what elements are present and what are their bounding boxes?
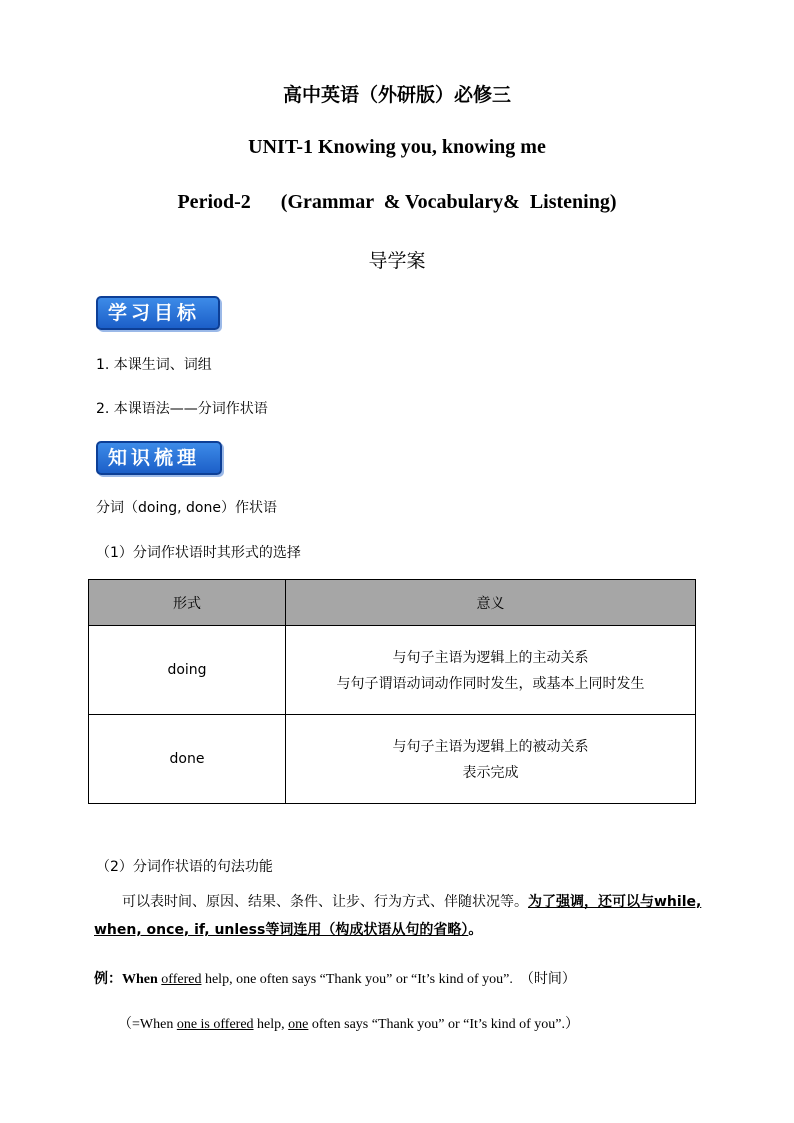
goal-item-2: 2. 本课语法——分词作状语 (96, 401, 268, 417)
unit-title: UNIT-1 Knowing you, knowing me (248, 136, 546, 158)
rewrite-open: （=When (118, 1017, 177, 1032)
rewrite-rest: often says “Thank you” or “It’s kind of you”.） (308, 1017, 579, 1032)
learning-goals-badge: 学习目标 (96, 296, 220, 330)
table-header-row (89, 580, 696, 626)
table-row (89, 626, 696, 715)
paragraph-plain: 可以表时间、原因、结果、条件、让步、行为方式、伴随状况等。 (122, 894, 528, 910)
meaning-cell (286, 715, 696, 804)
example-rewrite (118, 1013, 579, 1033)
knowledge-badge: 知识梳理 (96, 441, 222, 475)
table-row (89, 715, 696, 804)
doc-subtitle: 导学案 (368, 250, 426, 272)
rewrite-mid: help, (253, 1017, 289, 1032)
header-meaning: 意义 (286, 580, 696, 626)
header-form: 形式 (89, 580, 286, 626)
meaning-line: 与句子谓语动词动作同时发生，或基本上同时发生 (336, 676, 645, 692)
period-title: Period-2 (Grammar & Vocabulary& Listening) (177, 191, 617, 213)
example-rest: help, one often says “Thank you” or “It’s kind of you”. （时间） (201, 972, 576, 987)
meaning-line: 与句子主语为逻辑上的主动关系 (392, 650, 589, 666)
participle-form-table (88, 579, 696, 804)
paragraph-end: 。 (468, 922, 483, 938)
meaning-line: 表示完成 (462, 765, 519, 781)
example-when: When (122, 972, 158, 987)
section-intro: 分词（doing, done）作状语 (96, 500, 277, 516)
meaning-cell (286, 626, 696, 715)
question-1: （1）分词作状语时其形式的选择 (96, 545, 301, 561)
function-paragraph (94, 888, 702, 944)
example-prefix: 例： (94, 971, 122, 987)
example-offered: offered (161, 972, 202, 987)
question-2: （2）分词作状语的句法功能 (96, 859, 273, 875)
goal-item-1: 1. 本课生词、词组 (96, 357, 212, 373)
paragraph-emphasis: 为了强调，还可以与while, when, once, if, unless等词连用（构成状语从句的省略） (94, 894, 702, 938)
form-cell: doing (89, 626, 286, 715)
rewrite-one-is-offered: one is offered (176, 1017, 254, 1032)
form-cell: done (89, 715, 286, 804)
doc-title: 高中英语（外研版）必修三 (282, 84, 511, 106)
meaning-line: 与句子主语为逻辑上的被动关系 (392, 739, 589, 755)
rewrite-one: one (288, 1017, 309, 1032)
example-sentence (94, 968, 576, 988)
